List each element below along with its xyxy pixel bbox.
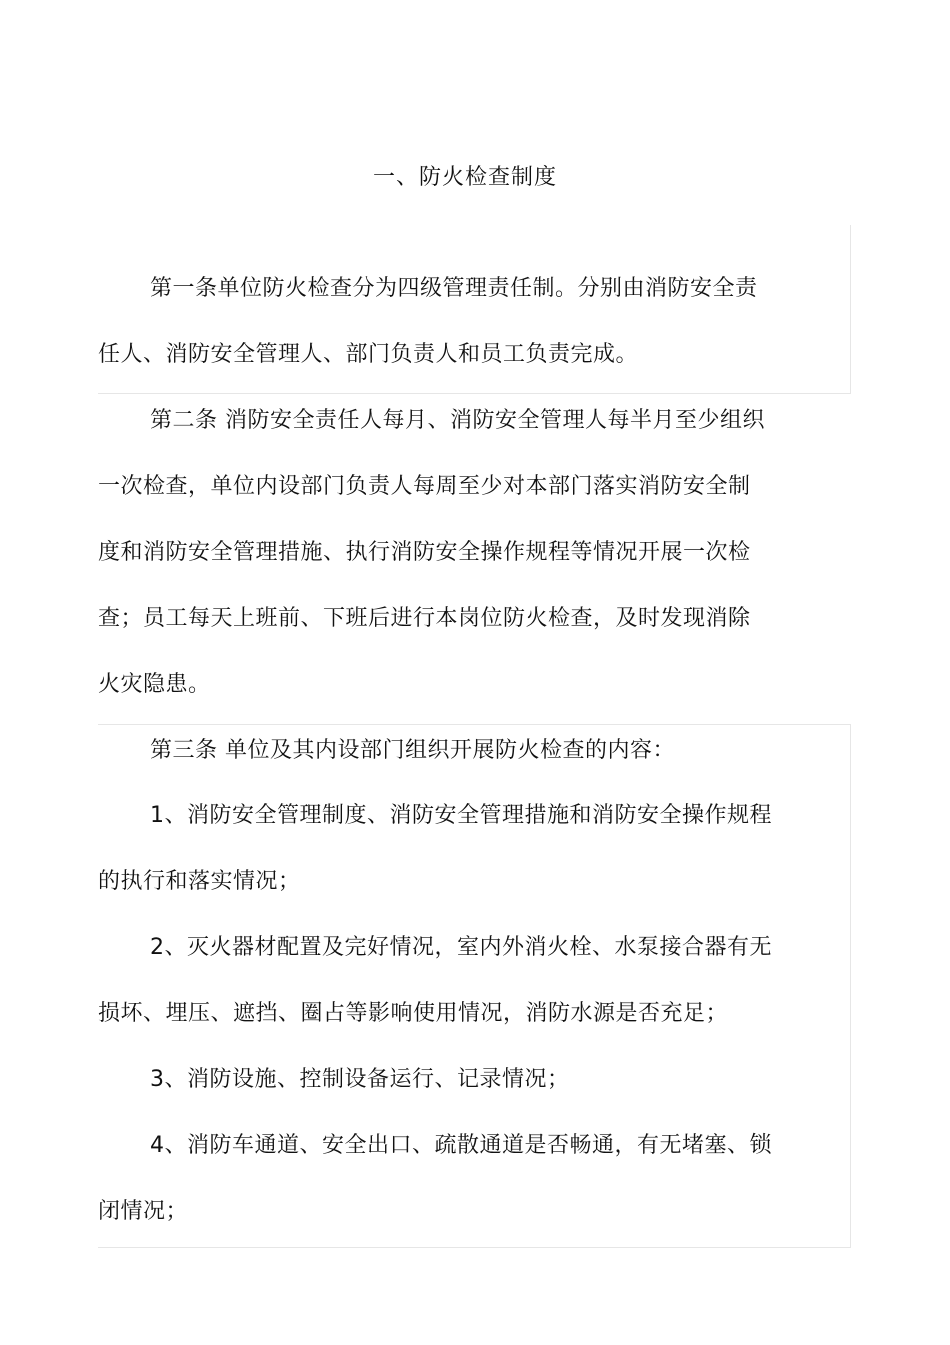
article-2-line-5: 火灾隐患。 <box>98 672 211 697</box>
article-2-line-3: 度和消防安全管理措施、执行消防安全操作规程等情况开展一次检 <box>98 540 751 565</box>
article-3-item-4-line-1: 4、消防车通道、安全出口、疏散通道是否畅通，有无堵塞、锁 <box>150 1133 772 1158</box>
article-3-item-1-line-1: 1、消防安全管理制度、消防安全管理措施和消防安全操作规程 <box>150 803 772 828</box>
article-3-line-1: 第三条 单位及其内设部门组织开展防火检查的内容： <box>150 738 675 763</box>
article-3-item-2-line-2: 损坏、埋压、遮挡、圈占等影响使用情况，消防水源是否充足； <box>98 1001 729 1026</box>
article-2-line-4: 查；员工每天上班前、下班后进行本岗位防火检查，及时发现消除 <box>98 606 751 631</box>
article-1-line-1: 第一条单位防火检查分为四级管理责任制。分别由消防安全责 <box>150 276 758 301</box>
article-3-item-4-line-2: 闭情况； <box>98 1199 189 1224</box>
article-2-line-1: 第二条 消防安全责任人每月、消防安全管理人每半月至少组织 <box>150 408 765 433</box>
article-3-item-1-line-2: 的执行和落实情况； <box>98 869 301 894</box>
article-2-line-2: 一次检查，单位内设部门负责人每周至少对本部门落实消防安全制 <box>98 474 751 499</box>
article-3-item-2-line-1: 2、灭火器材配置及完好情况，室内外消火栓、水泵接合器有无 <box>150 935 772 960</box>
article-3-item-3-line-1: 3、消防设施、控制设备运行、记录情况； <box>150 1067 570 1092</box>
article-1-line-2: 任人、消防安全管理人、部门负责人和员工负责完成。 <box>98 342 639 367</box>
document-title: 一、防火检查制度 <box>372 165 557 190</box>
